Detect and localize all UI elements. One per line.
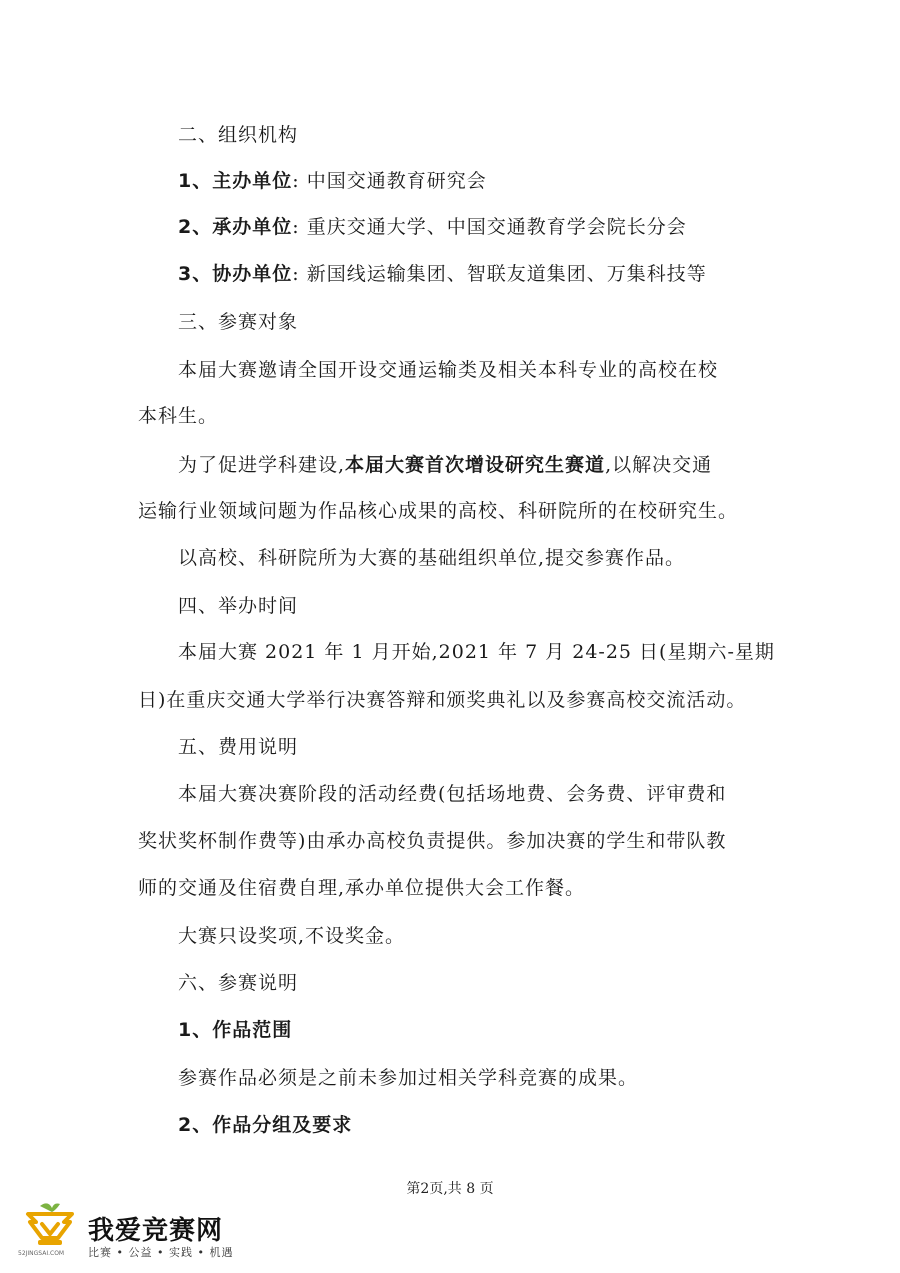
section-heading-rules: 六、参赛说明 — [178, 972, 299, 994]
logo-slogan: 比赛 • 公益 • 实践 • 机遇 — [88, 1246, 234, 1259]
paragraph-line: 日)在重庆交通大学举行决赛答辩和颁奖典礼以及参赛高校交流活动。 — [138, 689, 747, 711]
site-logo[interactable] — [18, 1200, 278, 1266]
text-run: ,以解决交通 — [605, 454, 713, 476]
section-heading-participants: 三、参赛对象 — [178, 311, 299, 333]
org-item-organizer — [178, 213, 900, 241]
org-item-number: 3、 — [178, 263, 213, 285]
paragraph-line: 参赛作品必须是之前未参加过相关学科竞赛的成果。 — [178, 1067, 639, 1089]
org-item-label: 协办单位 — [212, 263, 293, 285]
emphasis-text: 本届大赛首次增设研究生赛道 — [345, 454, 606, 476]
paragraph-line: 大赛只设奖项,不设奖金。 — [178, 925, 406, 947]
logo-url-text: 52JINGSAI.COM — [18, 1250, 65, 1257]
org-item-number: 1、 — [178, 170, 213, 192]
paragraph-line — [178, 451, 900, 479]
paragraph-line: 奖状奖杯制作费等)由承办高校负责提供。参加决赛的学生和带队教 — [138, 830, 727, 852]
paragraph-line: 本科生。 — [138, 405, 219, 427]
org-item-label: 承办单位 — [212, 216, 293, 238]
org-item-sep: : — [292, 216, 300, 238]
org-item-sep: : — [292, 170, 300, 192]
org-item-sep: : — [292, 263, 300, 285]
paragraph-line: 以高校、科研院所为大赛的基础组织单位,提交参赛作品。 — [178, 547, 686, 569]
org-item-co-organizer — [178, 260, 900, 288]
page-number-footer: 第2页,共 8 页 — [406, 1181, 494, 1197]
paragraph-line: 运输行业领域问题为作品核心成果的高校、科研院所的在校研究生。 — [138, 500, 739, 522]
org-item-host — [178, 167, 900, 195]
section-heading-organization: 二、组织机构 — [178, 124, 299, 146]
org-item-label: 主办单位 — [212, 170, 293, 192]
org-item-value: 新国线运输集团、智联友道集团、万集科技等 — [306, 263, 707, 285]
paragraph-line: 本届大赛邀请全国开设交通运输类及相关本科专业的高校在校 — [178, 359, 719, 381]
subheading-scope: 1、作品范围 — [178, 1019, 293, 1041]
paragraph-line: 师的交通及住宿费自理,承办单位提供大会工作餐。 — [138, 877, 586, 899]
org-item-value: 重庆交通大学、中国交通教育学会院长分会 — [306, 216, 687, 238]
trophy-logo-icon — [18, 1200, 82, 1252]
paragraph-line: 本届大赛 2021 年 1 月开始,2021 年 7 月 24-25 日(星期六-星期 — [178, 641, 775, 663]
logo-title: 我爱竞赛网 — [88, 1216, 224, 1246]
section-heading-time: 四、举办时间 — [178, 595, 299, 617]
section-heading-fees: 五、费用说明 — [178, 736, 299, 758]
org-item-value: 中国交通教育研究会 — [306, 170, 487, 192]
text-run: 为了促进学科建设, — [178, 454, 346, 476]
subheading-groups: 2、作品分组及要求 — [178, 1114, 353, 1136]
paragraph-line: 本届大赛决赛阶段的活动经费(包括场地费、会务费、评审费和 — [178, 783, 727, 805]
org-item-number: 2、 — [178, 216, 213, 238]
